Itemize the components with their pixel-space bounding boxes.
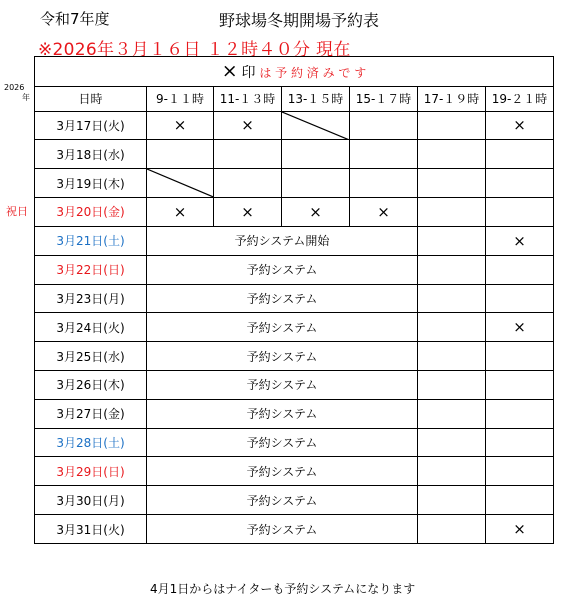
year-label: 2026 [4, 83, 25, 92]
slot-cell [486, 399, 554, 428]
slot-cell-closed [147, 169, 214, 198]
slot-cell [418, 428, 486, 457]
date-cell: 3月30日(月) [35, 486, 147, 515]
year-suffix: 年 [22, 93, 30, 102]
slot-cell [486, 111, 554, 140]
date-cell: 3月25日(水) [35, 342, 147, 371]
reserved-x-icon: × [221, 60, 238, 83]
slot-cell [214, 198, 282, 227]
table-row [35, 284, 554, 313]
table-row [35, 515, 554, 544]
slot-cell [418, 140, 486, 169]
slot-cell [418, 457, 486, 486]
legend-mark-label: 印 [241, 65, 256, 82]
slot-cell [418, 342, 486, 371]
slot-cell [486, 486, 554, 515]
slot-cell [418, 198, 486, 227]
date-cell: 3月24日(火) [35, 313, 147, 342]
table-row [35, 111, 554, 140]
reservation-system-cell: 予約システム [147, 284, 418, 313]
date-cell: 3月27日(金) [35, 399, 147, 428]
slot-cell [282, 198, 350, 227]
reservation-table [34, 56, 554, 544]
reserved-x-icon: × [173, 116, 187, 135]
column-header-slot: 11-１３時 [214, 86, 282, 111]
slot-cell [214, 169, 282, 198]
slot-cell [486, 457, 554, 486]
date-cell: 3月22日(日) [35, 255, 147, 284]
slot-cell [418, 169, 486, 198]
table-row [35, 399, 554, 428]
slot-cell [147, 111, 214, 140]
reserved-x-icon: × [241, 202, 254, 221]
table-row [35, 198, 554, 227]
reservation-system-cell: 予約システム [147, 515, 418, 544]
slot-cell [282, 140, 350, 169]
slot-cell [486, 255, 554, 284]
reservation-system-cell: 予約システム [147, 457, 418, 486]
legend [35, 57, 554, 87]
reserved-x-icon: × [309, 202, 322, 221]
slot-cell [418, 515, 486, 544]
column-header-row [35, 86, 554, 111]
column-header-slot: 9-１１時 [147, 86, 214, 111]
slot-cell [214, 140, 282, 169]
slot-cell [486, 140, 554, 169]
column-header-slot: 19-２１時 [486, 86, 554, 111]
slot-cell [486, 313, 554, 342]
reservation-system-cell: 予約システム [147, 486, 418, 515]
reservation-system-cell: 予約システム [147, 255, 418, 284]
date-cell: 3月21日(土) [35, 226, 147, 255]
slot-cell [418, 284, 486, 313]
date-cell: 3月19日(木) [35, 169, 147, 198]
column-header-slot: 13-１５時 [282, 86, 350, 111]
table-row [35, 486, 554, 515]
reservation-system-cell: 予約システム [147, 399, 418, 428]
date-cell: 3月29日(日) [35, 457, 147, 486]
date-cell: 3月17日(火) [35, 111, 147, 140]
table-row [35, 140, 554, 169]
column-header-slot: 15-１７時 [350, 86, 418, 111]
slot-cell [486, 371, 554, 400]
table-row [35, 169, 554, 198]
closed-slash-icon [147, 169, 213, 197]
date-cell: 3月20日(金) [35, 198, 147, 227]
closed-slash-icon [282, 112, 349, 140]
slot-cell [418, 371, 486, 400]
reserved-x-icon: × [513, 318, 526, 337]
slot-cell [147, 140, 214, 169]
column-header-slot: 17-１９時 [418, 86, 486, 111]
reservation-system-cell: 予約システム [147, 428, 418, 457]
page-title: 野球場冬期開場予約表 [219, 11, 380, 30]
table-row [35, 313, 554, 342]
date-cell: 3月26日(木) [35, 371, 147, 400]
slot-cell [214, 111, 282, 140]
slot-cell [486, 284, 554, 313]
column-header-date: 日時 [35, 86, 147, 111]
reserved-x-icon: × [241, 116, 254, 135]
reserved-x-icon: × [513, 116, 526, 135]
table-row [35, 457, 554, 486]
reservation-system-cell: 予約システム [147, 342, 418, 371]
slot-cell [350, 198, 418, 227]
slot-cell-closed [282, 111, 350, 140]
date-cell: 3月23日(月) [35, 284, 147, 313]
slot-cell [282, 169, 350, 198]
reservation-system-cell: 予約システム開始 [147, 226, 418, 255]
slot-cell [418, 111, 486, 140]
slot-cell [486, 198, 554, 227]
table-row [35, 342, 554, 371]
table-row [35, 428, 554, 457]
slot-cell [350, 111, 418, 140]
slot-cell [486, 515, 554, 544]
date-cell: 3月28日(土) [35, 428, 147, 457]
reservation-system-cell: 予約システム [147, 371, 418, 400]
reserved-x-icon: × [513, 231, 526, 250]
as-of-timestamp: ※2026年３月１６日 １２時４０分 現在 [38, 40, 351, 60]
legend-text: は 予 約 済 み で す [259, 66, 367, 81]
slot-cell [350, 140, 418, 169]
reserved-x-icon: × [173, 202, 187, 221]
table-row [35, 255, 554, 284]
slot-cell [418, 226, 486, 255]
slot-cell [418, 399, 486, 428]
slot-cell [486, 342, 554, 371]
slot-cell [418, 486, 486, 515]
holiday-label: 祝日 [6, 205, 28, 218]
date-cell: 3月18日(水) [35, 140, 147, 169]
reservation-system-cell: 予約システム [147, 313, 418, 342]
table-row [35, 226, 554, 255]
slot-cell [418, 313, 486, 342]
slot-cell [147, 198, 214, 227]
reserved-x-icon: × [377, 202, 390, 221]
fiscal-year-label: 令和7年度 [40, 10, 110, 28]
slot-cell [350, 169, 418, 198]
reserved-x-icon: × [513, 520, 526, 539]
slot-cell [486, 169, 554, 198]
table-row [35, 371, 554, 400]
footer-note: 4月1日からはナイターも予約システムになります [150, 582, 416, 596]
slot-cell [418, 255, 486, 284]
slot-cell [486, 428, 554, 457]
date-cell: 3月31日(火) [35, 515, 147, 544]
slot-cell [486, 226, 554, 255]
